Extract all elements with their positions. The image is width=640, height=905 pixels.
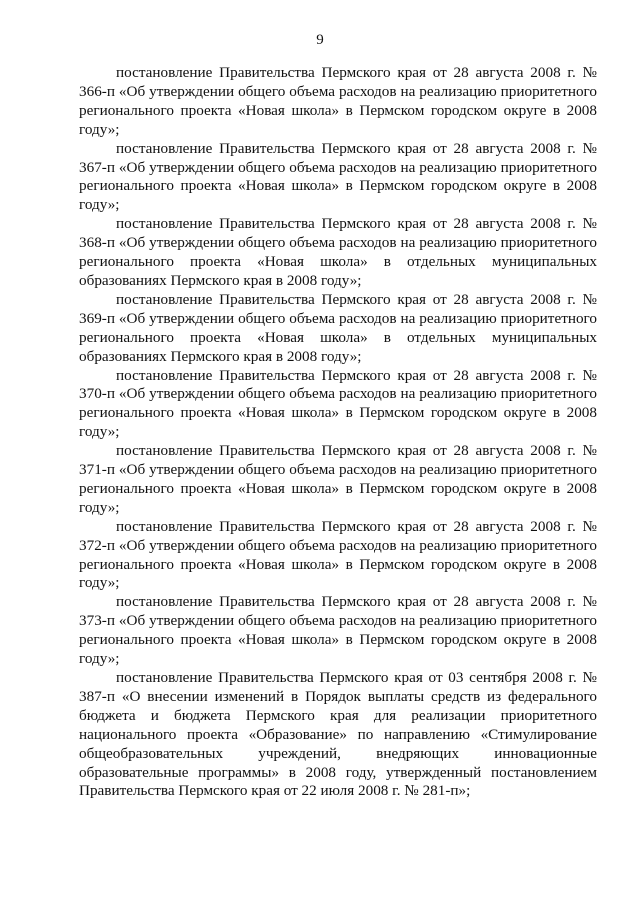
paragraph-resolution-372: постановление Правительства Пермского края от 28 августа 2008 г. № 372-п «Об утверждении общего объема расходов на реализацию приоритетного регионального проекта «Новая школа» в Пермском городском округе в 2008 году»; xyxy=(79,517,597,592)
paragraph-resolution-366: постановление Правительства Пермского края от 28 августа 2008 г. № 366-п «Об утверждении общего объема расходов на реализацию приоритетного регионального проекта «Новая школа» в Пермском городском округе в 2008 году»; xyxy=(79,64,597,138)
paragraph-resolution-367: постановление Правительства Пермского края от 28 августа 2008 г. № 367-п «Об утверждении общего объема расходов на реализацию приоритетного регионального проекта «Новая школа» в Пермском городском округе в 2008 году»; xyxy=(79,139,597,214)
paragraph-resolution-373: постановление Правительства Пермского края от 28 августа 2008 г. № 373-п «Об утверждении общего объема расходов на реализацию приоритетного регионального проекта «Новая школа» в Пермском городском округе в 2008 году»; xyxy=(79,593,597,668)
document-body xyxy=(79,64,597,801)
paragraph-resolution-368: постановление Правительства Пермского края от 28 августа 2008 г. № 368-п «Об утверждении общего объема расходов на реализацию приоритетного регионального проекта «Новая школа» в отдельных муниципальных образованиях Пермского края в 2008 году»; xyxy=(79,215,597,289)
paragraph-resolution-370: постановление Правительства Пермского края от 28 августа 2008 г. № 370-п «Об утверждении общего объема расходов на реализацию приоритетного регионального проекта «Новая школа» в Пермском городском округе в 2008 году»; xyxy=(79,366,597,441)
paragraph-resolution-369: постановление Правительства Пермского края от 28 августа 2008 г. № 369-п «Об утверждении общего объема расходов на реализацию приоритетного регионального проекта «Новая школа» в отдельных муниципальных образованиях Пермского края в 2008 году»; xyxy=(79,290,597,365)
paragraph-resolution-387: постановление Правительства Пермского края от 03 сентября 2008 г. № 387-п «О внесении изменений в Порядок выплаты средств из федерального бюджета и бюджета Пермского края для реализации приоритетного национального проекта «Образование» по направлению «Стимулирование общеобразовательных учреждений, внедряющих инновационные образовательные программы» в 2008 году, утвержденный постановлением Правительства Пермского края от 22 июля 2008 г. № 281-п»; xyxy=(79,669,597,800)
page-number: 9 xyxy=(316,32,324,48)
paragraph-resolution-371: постановление Правительства Пермского края от 28 августа 2008 г. № 371-п «Об утверждении общего объема расходов на реализацию приоритетного регионального проекта «Новая школа» в Пермском городском округе в 2008 году»; xyxy=(79,442,597,516)
